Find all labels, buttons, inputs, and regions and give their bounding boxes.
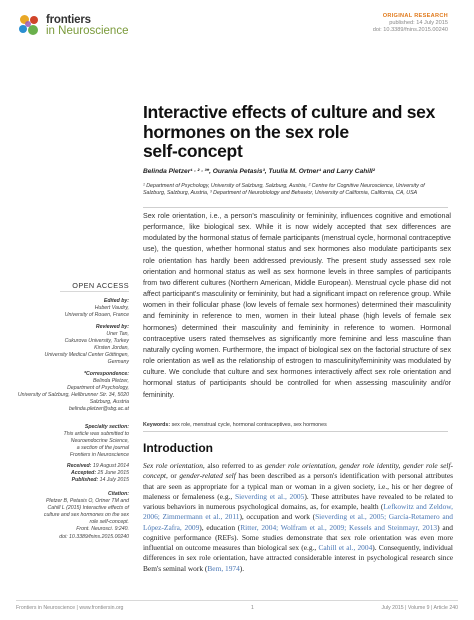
- keywords: [143, 422, 448, 428]
- published-date: published: 14 July 2015: [389, 20, 448, 27]
- footer-journal-link[interactable]: Frontiers in Neuroscience | www.frontiersin.org: [16, 605, 124, 611]
- citation-link[interactable]: Sieverding et al., 2005: [234, 491, 305, 501]
- footer-issue: July 2015 | Volume 9 | Article 240: [381, 605, 458, 611]
- edited-by-label: Edited by:: [103, 298, 129, 304]
- term: Sex role orientation: [143, 461, 203, 470]
- journal-logo: [18, 14, 128, 38]
- title-line-2: hormones on the sex role: [143, 121, 349, 142]
- keywords-label: Keywords:: [143, 422, 171, 428]
- page-number: 1: [251, 605, 254, 611]
- reviewed-by: Reviewed by: Uner Tan, Cukurova University, Turkey Kirsten Jordan, University Medical Center Göttingen, Germany: [10, 324, 129, 367]
- reviewed-by-label: Reviewed by:: [95, 324, 129, 330]
- brand-name: frontiers: [46, 14, 91, 26]
- specialty-label: Specialty section:: [84, 424, 129, 430]
- title-line-1: Interactive effects of culture and sex: [143, 102, 436, 122]
- citation-link[interactable]: Ritter, 2004; Wolfram et al., 2009; Kessels and Steinmayr, 2013: [240, 522, 438, 532]
- divider: [60, 291, 129, 292]
- title-line-3: self-concept: [143, 141, 243, 161]
- section-heading: Introduction: [143, 441, 213, 455]
- term: gender-related self: [179, 471, 236, 481]
- open-access-label: OPEN ACCESS: [72, 281, 129, 290]
- keywords-list: sex role, menstrual cycle, hormonal contraceptives, sex hormones: [171, 422, 327, 428]
- citation: Citation: Pletzer B, Petasis O, Ortner TM and Cahill L (2015) Interactive effects of culture and sex hormones on the sex role self-concept. Front. Neurosci. 9:240. doi: 10.3389/fnins.2015.00240: [10, 491, 129, 541]
- citation-label: Citation:: [107, 491, 129, 497]
- citation-link[interactable]: Bem, 1974: [207, 563, 240, 573]
- authors: Belinda Pletzer¹ · ² · ³*, Ourania Petasis³, Tuulia M. Ortner¹ and Larry Cahill²: [143, 168, 375, 175]
- published-date-side: 14 July 2015: [99, 477, 129, 484]
- page-footer: [16, 605, 458, 611]
- journal-name: in Neuroscience: [46, 25, 129, 37]
- intro-paragraph: Sex role orientation, also referred to as gender role orientation, gender role identity, gender role self-concept, or gender-related self has been described as a person's identification with personal attributes that are seen as appropriate for a typical man or woman in a given society, i.e., his or her degree of maleness or femaleness (e.g., Sieverding et al., 2005). These attributes have revealed to be related to various behaviors in numerous psychological domains, as, for example, health (Lefkowitz and Zeldow, 2006; Zimmermann et al., 2011), occupation and work (Sieverding et al., 2005; García-Retamero and López-Zafra, 2009), education (Ritter, 2004; Wolfram et al., 2009; Kessels and Steinmayr, 2013) and cognitive performance (REFs). Some studies demonstrate that sex role orientation was even more influential on outcome measures than biological sex (e.g., Cahill et al., 2004). Consequently, individual differences in sex role orientation, have attracted considerable interest in psychological research since Bem's seminal work (Bem, 1974).: [143, 461, 454, 573]
- accepted-date: 25 June 2015: [97, 470, 129, 477]
- published-label: Published:: [71, 477, 99, 484]
- correspondence-label: *Correspondence:: [84, 371, 129, 377]
- frontiers-logo-icon: [18, 14, 42, 38]
- affiliations: ¹ Department of Psychology, University of Salzburg, Salzburg, Austria, ² Centre for Cognitive Neuroscience, University of Salzburg, Salzburg, Austria, ³ Department of Neurobiology and Behavior, University of California, California, CA, USA: [143, 183, 425, 196]
- article-meta: [373, 13, 448, 35]
- accepted-label: Accepted:: [71, 470, 97, 477]
- correspondence-email[interactable]: belinda.pletzer@sbg.ac.at: [68, 406, 129, 413]
- divider: [143, 431, 448, 432]
- citation-link[interactable]: Cahill et al., 2004: [318, 543, 373, 552]
- correspondence: *Correspondence: Belinda Pletzer, Department of Psychology, University of Salzburg, Hellbrunner Str. 34, 5020 Salzburg, Austria belinda.pletzer@sbg.ac.at: [10, 371, 129, 414]
- abstract: Sex role orientation, i.e., a person's masculinity or femininity, influences cognitive and emotional performance, like biological sex. While it is now widely accepted that sex differences are modulated by the hormonal status of female participants (menstrual cycle, hormonal contraceptive use), the question, whether hormonal status and sex hormones also modulate participants sex role orientation has hardly been addressed previously. The present study assessed sex role orientation and hormonal status as well as sex hormone levels in three samples of participants from two different cultures (Northern American, Middle European). Menstrual cycle phase did not affect participant's masculinity or femininity, but had a significant impact on reference group. While women in their follicular phase (low levels of female sex hormones) determined their masculinity and femininity in reference to men, women in their luteal phase (high levels of female sex hormones) determined their masculinity and femininity in reference to women. Hormonal contraceptive users rated themselves as significantly more feminine and less masculine than naturally cycling women. Furthermore, the impact of biological sex on the factorial structure of sex role orientation as well as the relationship of estrogen to masculinity/femininity was modulated by culture. We conclude that culture and sex hormones interactively affect sex role orientation and hormonal status of participants should be controlled for when assessing masculinity and/or femininity.: [143, 212, 451, 399]
- article-type: ORIGINAL RESEARCH: [382, 13, 448, 19]
- edited-by: Edited by: Hubert Vaudry, University of Rouen, France: [10, 298, 129, 319]
- doi: doi: 10.3389/fnins.2015.00240: [372, 27, 448, 34]
- citation-link[interactable]: Lefkowitz and Zeldow, 2006; Zimmermann et al., 2011: [143, 502, 454, 522]
- divider: [16, 600, 458, 601]
- received-label: Received:: [66, 463, 92, 469]
- term: gender role orientation, gender role identity, gender role self-concept: [143, 461, 453, 481]
- dates: [10, 463, 129, 484]
- article-title: [143, 103, 443, 162]
- specialty-section: Specialty section: This article was submitted to Neuroendocrine Science, a section of the journal Frontiers in Neuroscience: [10, 424, 129, 459]
- citation-doi[interactable]: doi: 10.3389/fnins.2015.00240: [59, 533, 129, 540]
- divider: [143, 207, 448, 208]
- citation-link[interactable]: Sieverding et al., 2005; García-Retamero and López-Zafra, 2009: [143, 512, 453, 532]
- received-date: 19 August 2014: [92, 463, 129, 469]
